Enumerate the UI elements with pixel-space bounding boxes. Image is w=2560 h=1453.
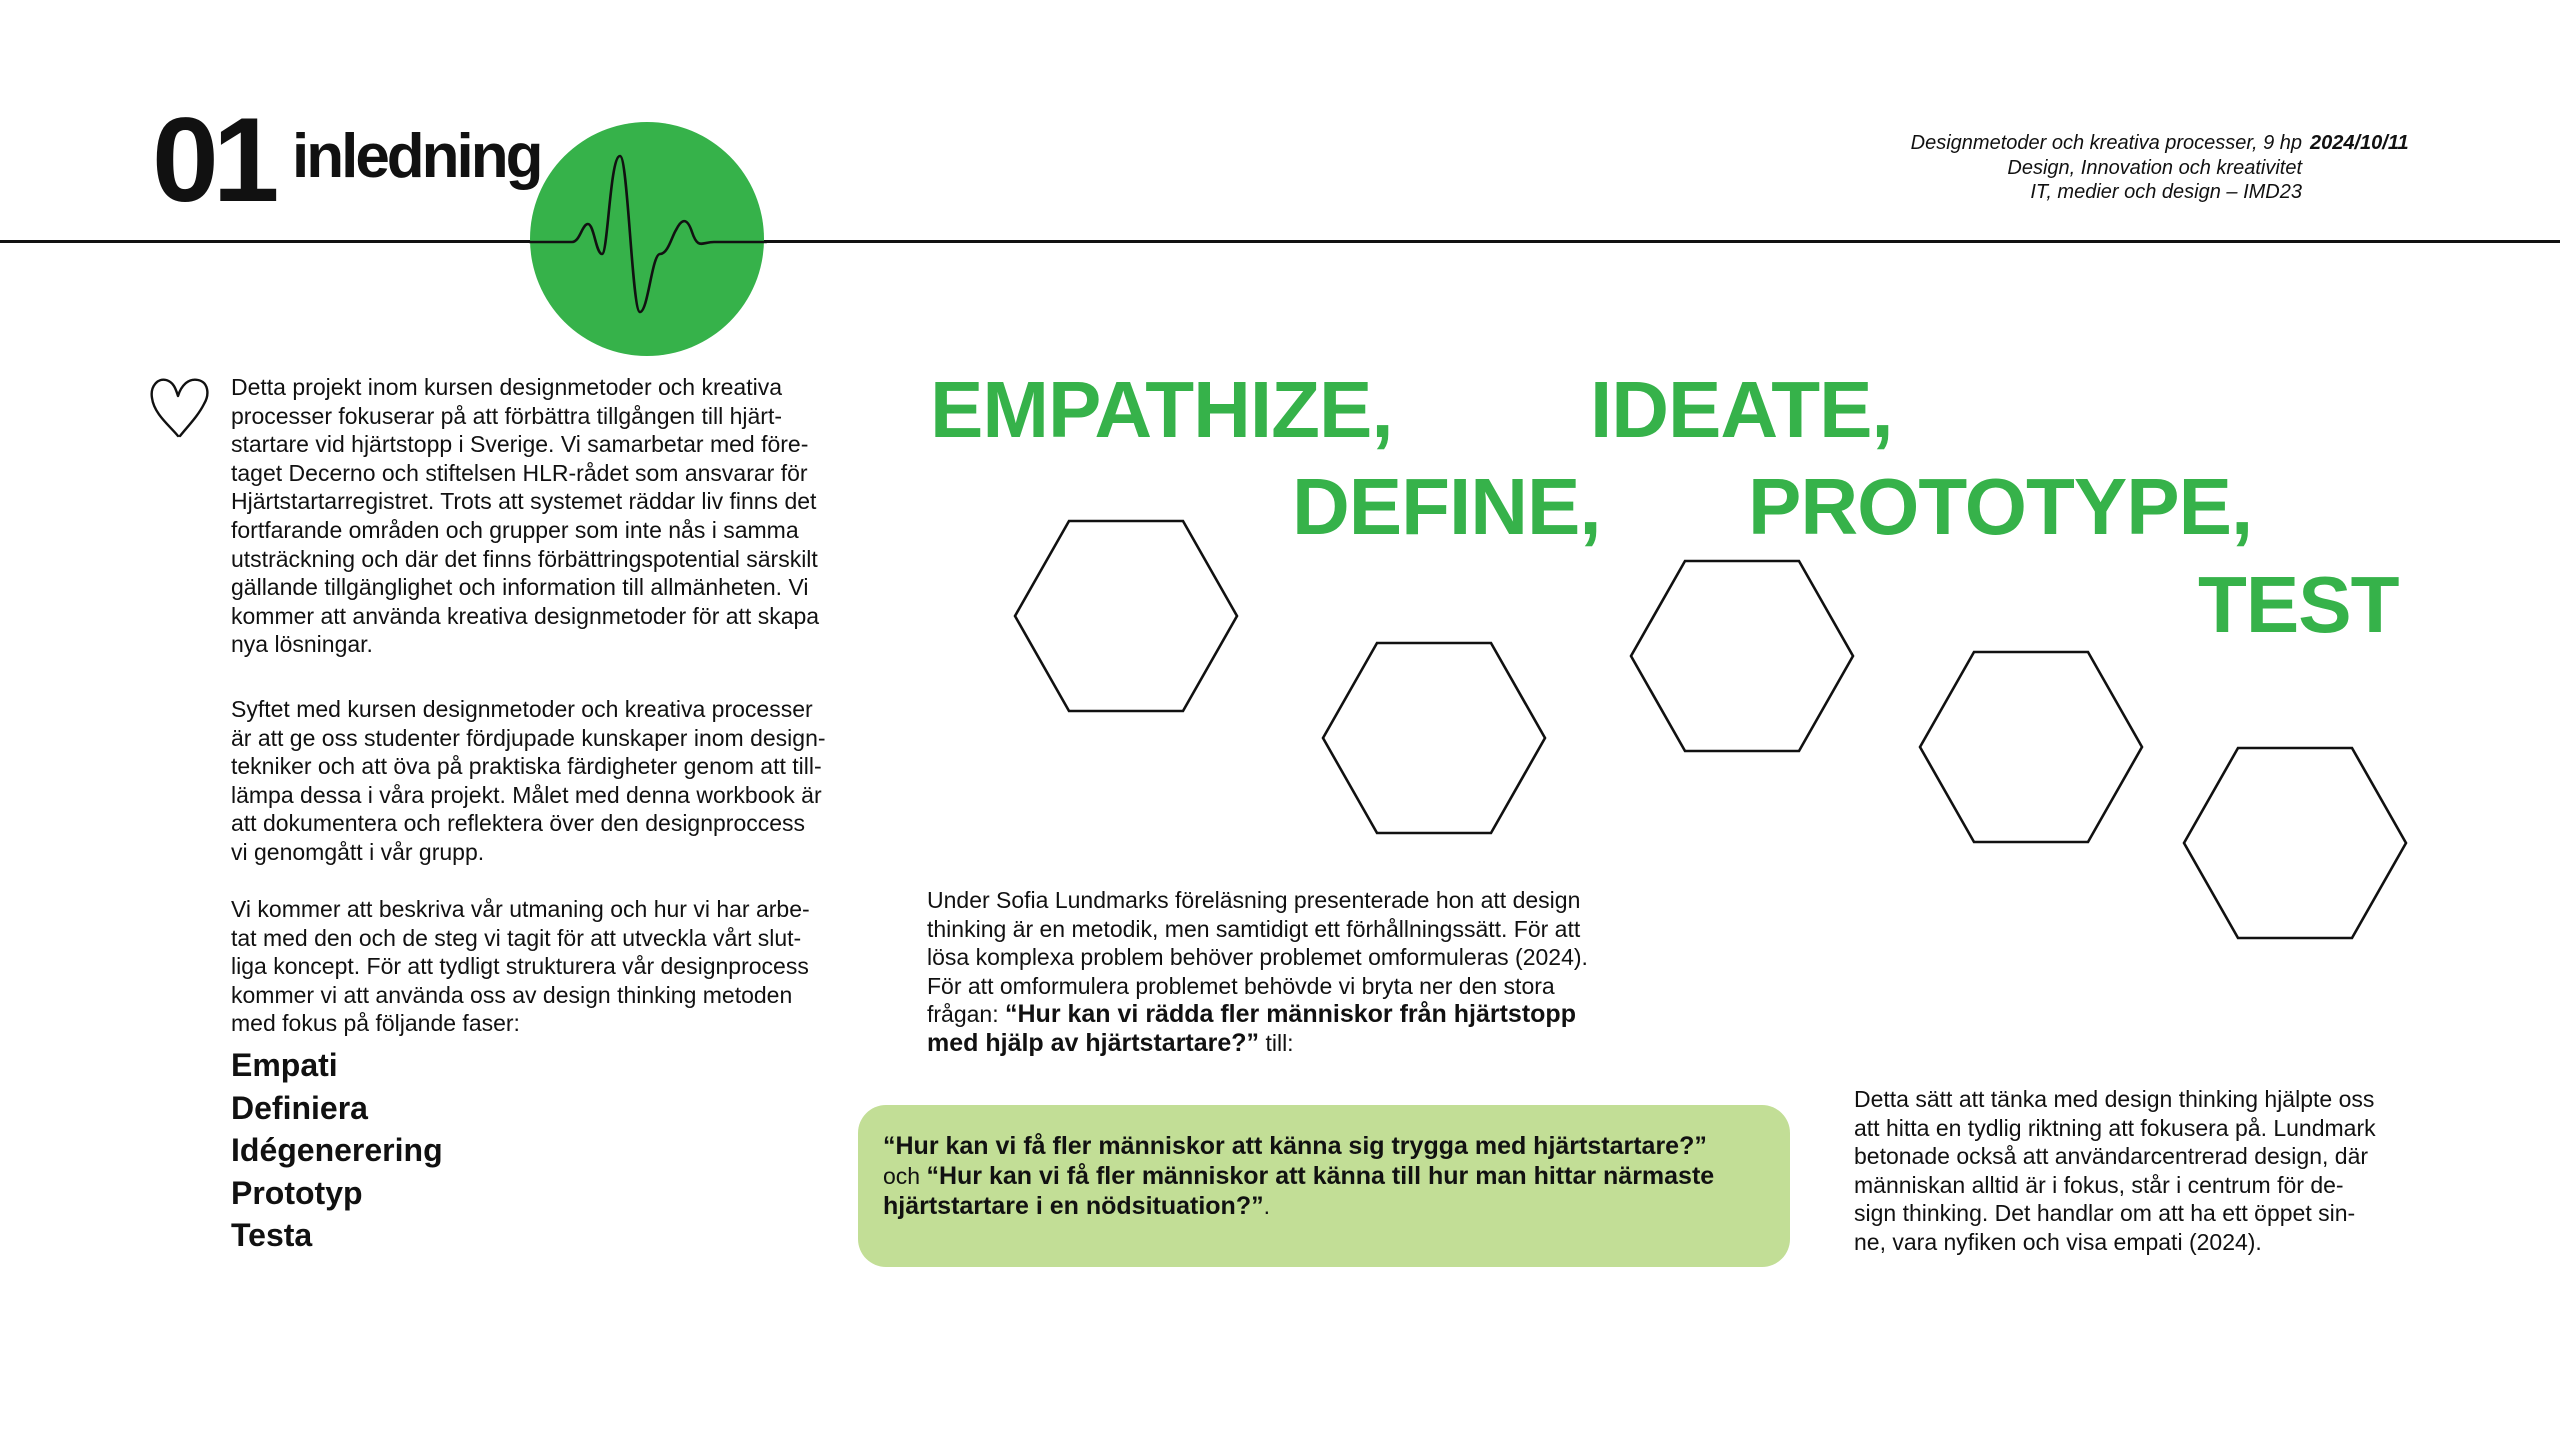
lecture-question: “Hur kan vi rädda fler människor från hjärtstopp med hjälp av hjärtstartare?” <box>927 1000 1576 1057</box>
phase-item: Testa <box>231 1217 313 1253</box>
lecture-suffix: till: <box>1259 1029 1294 1056</box>
question-find: “Hur kan vi få fler människor att känna till hur man hittar närmaste hjärtstartare i en nödsituation?” <box>883 1162 1715 1220</box>
callout-connector: och <box>883 1163 927 1189</box>
callout-end: . <box>1263 1193 1270 1219</box>
stage-prototype: PROTOTYPE, <box>1748 462 2253 551</box>
phase-item: Definiera <box>231 1089 368 1126</box>
conclusion-paragraph: Detta sätt att tänka med design thinking hjälpte oss att hitta en tydlig riktning att fokusera på. Lundmark betonade också att användarcentrerad design, där människan alltid är i fokus, står i centrum för de- sign thinking. Det handlar om att ha ett öppet sin- ne, vara nyfiken och visa empati (2024). <box>1854 1086 2376 1255</box>
stage-define: DEFINE, <box>1292 462 1601 551</box>
phase-item: Idégenerering <box>231 1132 443 1168</box>
lecture-paragraph <box>927 886 1647 1058</box>
chapter-title: inledning <box>292 122 541 191</box>
course-line <box>1911 131 2410 156</box>
hexagon-icon <box>1320 640 1548 836</box>
phase-item: Empati <box>231 1047 338 1083</box>
question-trust: “Hur kan vi få fler människor att känna sig trygga med hjärtstartare?” <box>883 1132 1707 1160</box>
stage-ideate: IDEATE, <box>1590 365 1893 454</box>
stage-empathize: EMPATHIZE, <box>930 365 1393 454</box>
header-divider <box>0 240 2560 243</box>
course-subtitle: Design, Innovation och kreativitet <box>2007 156 2302 179</box>
hexagon-icon <box>2181 745 2409 941</box>
hexagon-icon <box>1628 558 1856 754</box>
reframed-questions <box>883 1131 1783 1221</box>
heartbeat-icon <box>528 150 768 320</box>
intro-paragraph-2: Syftet med kursen designmetoder och kreativa processer är att ge oss studenter fördjupade kunskaper inom design- tekniker och att öva på praktiska färdigheter genom att till- lämpa dessa i våra projekt. Målet med denna workbook är att dokumentera och reflektera över den designproccess vi genomgått i vår grupp. <box>231 696 826 865</box>
intro-paragraph-3: Vi kommer att beskriva vår utmaning och hur vi har arbe- tat med den och de steg vi tagit för att utveckla vårt slut- liga koncept. För att tydligt strukturera vår designprocess kommer vi att använda oss av design thinking metoden med fokus på följande faser: <box>231 896 810 1037</box>
hexagon-icon <box>1917 649 2145 845</box>
course-meta <box>1911 131 2410 205</box>
intro-paragraph-1: Detta projekt inom kursen designmetoder och kreativa processer fokuserar på att förbättra tillgången till hjärt- startare vid hjärtstopp i Sverige. Vi samarbetar med före- taget Decerno och stiftelsen HLR-rådet som ansvarar för Hjärtstartarregistret. Trots att systemet räddar liv finns det fortfarande områden och grupper som inte nås i samma utsträckning och där det finns förbättringspotential särskilt gällande tillgänglighet och information till allmänheten. Vi kommer att använda kreativa designmetoder för att skapa nya lösningar. <box>231 374 820 658</box>
hexagon-icon <box>1012 518 1240 714</box>
phase-list <box>231 1044 443 1257</box>
heart-icon <box>148 374 212 440</box>
chapter-number: 01 <box>152 93 274 227</box>
course-name: Designmetoder och kreativa processer, 9 hp <box>1910 132 2302 154</box>
lecture-text: Under Sofia Lundmarks föreläsning presenterade hon att design thinking är en metodik, men samtidigt ett förhållningssätt. För att lösa komplexa problem behöver problemet omformuleras (2024). För att omformulera problemet behövde vi bryta ner den stora frågan: <box>927 887 1588 1028</box>
program-name: IT, medier och design – IMD23 <box>2030 181 2302 203</box>
stage-test: TEST <box>2198 560 2399 649</box>
course-date: 2024/10/11 <box>2310 132 2409 154</box>
phase-item: Prototyp <box>231 1174 363 1211</box>
